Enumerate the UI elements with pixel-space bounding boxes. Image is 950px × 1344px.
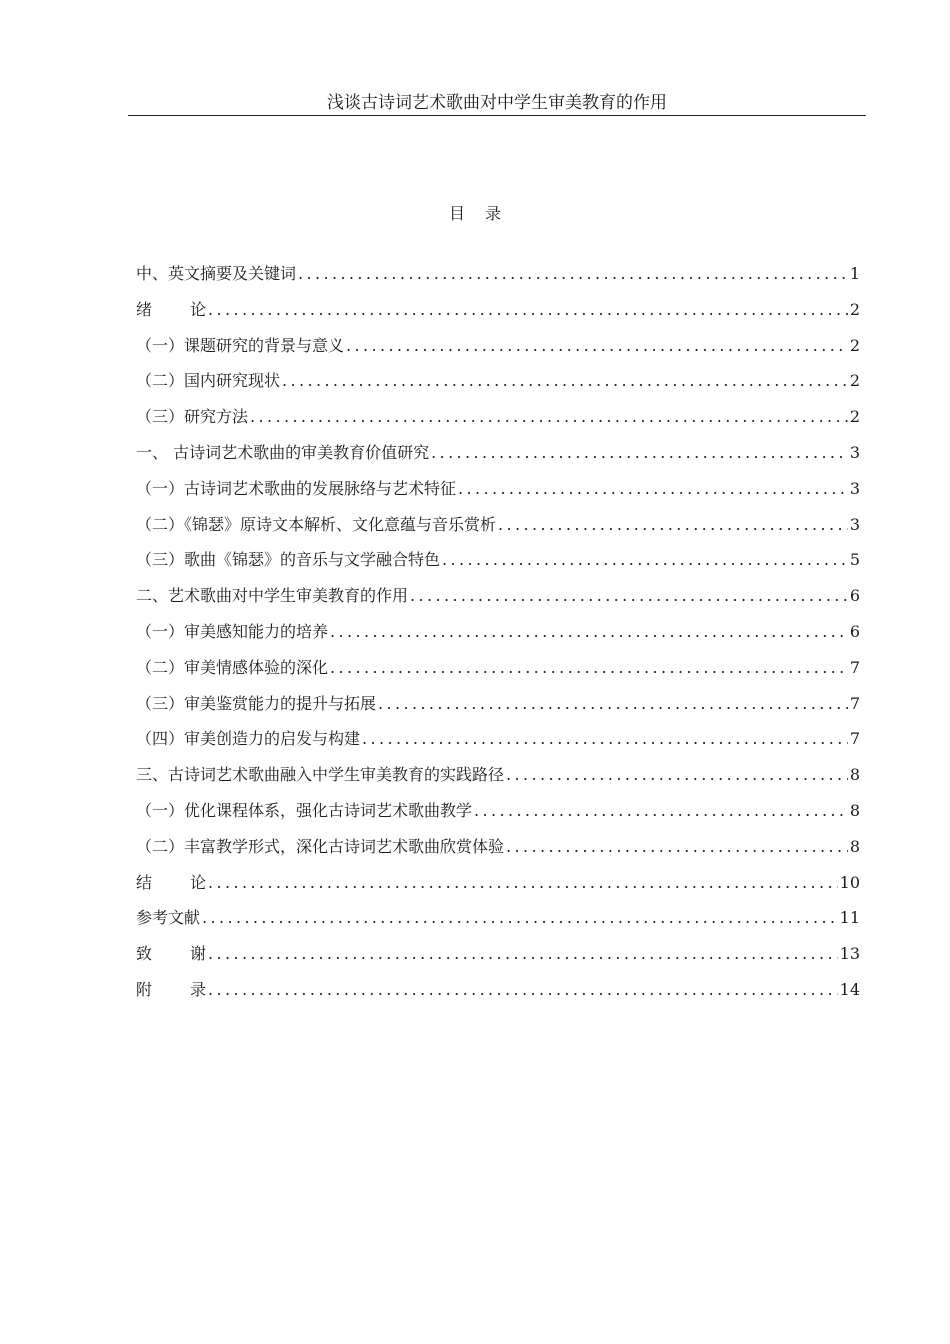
toc-dot-leader	[346, 334, 848, 358]
toc-dot-leader	[442, 548, 848, 572]
header-divider	[128, 115, 866, 116]
toc-entry-label: 中、英文摘要及关键词	[136, 264, 297, 283]
toc-entry[interactable]	[136, 727, 860, 763]
toc-entry[interactable]	[136, 942, 860, 978]
toc-dot-leader	[208, 942, 838, 966]
toc-entry[interactable]	[136, 871, 860, 907]
toc-entry-page-number: 10	[839, 872, 860, 892]
toc-entry-page-number: 11	[839, 908, 860, 928]
toc-entry-label: 二、艺术歌曲对中学生审美教育的作用	[136, 586, 409, 606]
toc-entry-label: （一）课题研究的背景与意义	[136, 335, 345, 355]
running-header-title: 浅谈古诗词艺术歌曲对中学生审美教育的作用	[327, 93, 667, 113]
toc-entry[interactable]	[136, 369, 860, 405]
toc-dot-leader	[498, 513, 848, 537]
toc-entry-label: （二）审美情感体验的深化	[136, 657, 329, 677]
toc-entry-page-number: 3	[849, 442, 860, 462]
toc-entry-label: 致谢	[136, 944, 245, 964]
toc-entry[interactable]	[136, 835, 860, 871]
toc-entry-page-number: 7	[849, 729, 860, 749]
toc-entry-label: （一）古诗词艺术歌曲的发展脉络与艺术特征	[136, 478, 457, 498]
toc-entry[interactable]	[136, 298, 860, 334]
table-of-contents	[136, 262, 860, 1014]
toc-entry-page-number: 8	[849, 765, 860, 785]
toc-entry-label: （三）审美鉴赏能力的提升与拓展	[136, 693, 377, 713]
toc-entry-page-number: 6	[849, 621, 860, 641]
toc-entry[interactable]	[136, 548, 860, 584]
toc-entry-page-number: 7	[849, 657, 860, 677]
toc-entry-page-number: 2	[849, 407, 860, 427]
toc-title: 目录	[448, 204, 521, 223]
toc-entry-page-number: 7	[849, 693, 860, 713]
toc-entry-page-number: 3	[849, 514, 860, 534]
toc-dot-leader	[282, 369, 848, 393]
toc-entry[interactable]	[136, 692, 860, 728]
toc-entry[interactable]	[136, 334, 860, 370]
toc-dot-leader	[506, 763, 848, 787]
toc-entry[interactable]	[136, 262, 860, 298]
toc-entry-label: （二）国内研究现状	[136, 371, 281, 391]
toc-dot-leader	[330, 656, 848, 680]
toc-entry-label: 结论	[136, 872, 245, 892]
toc-entry-label: （一）审美感知能力的培养	[136, 621, 329, 641]
toc-entry-page-number: 2	[849, 371, 860, 391]
toc-entry[interactable]	[136, 620, 860, 656]
toc-dot-leader	[458, 477, 848, 501]
toc-dot-leader	[378, 692, 848, 716]
toc-dot-leader	[362, 727, 848, 751]
toc-entry[interactable]	[136, 477, 860, 513]
toc-entry-label: （二）丰富教学形式，深化古诗词艺术歌曲欣赏体验	[136, 836, 505, 856]
toc-dot-leader	[474, 799, 848, 823]
toc-entry-label: 一、 古诗词艺术歌曲的审美教育价值研究	[136, 442, 430, 462]
toc-entry[interactable]	[136, 405, 860, 441]
toc-entry-label: （一）优化课程体系，强化古诗词艺术歌曲教学	[136, 800, 473, 820]
toc-entry-page-number: 8	[849, 836, 860, 856]
toc-entry-label: （四）审美创造力的启发与构建	[136, 729, 361, 749]
toc-dot-leader	[208, 871, 838, 895]
toc-dot-leader	[250, 405, 848, 429]
toc-dot-leader	[506, 835, 848, 859]
toc-dot-leader	[202, 906, 838, 930]
toc-dot-leader	[208, 978, 838, 1002]
toc-entry-page-number: 14	[839, 979, 860, 999]
toc-entry-page-number: 1	[849, 264, 860, 283]
toc-entry-page-number: 6	[849, 586, 860, 606]
toc-dot-leader	[330, 620, 848, 644]
toc-entry-page-number: 13	[839, 944, 860, 964]
toc-entry-label: 绪论	[136, 299, 245, 319]
toc-entry-page-number: 5	[849, 550, 860, 570]
toc-dot-leader	[431, 441, 848, 465]
toc-entry[interactable]	[136, 763, 860, 799]
toc-entry[interactable]	[136, 441, 860, 477]
toc-entry-label: （三）歌曲《锦瑟》的音乐与文学融合特色	[136, 550, 441, 570]
toc-dot-leader	[298, 262, 848, 286]
toc-entry[interactable]	[136, 656, 860, 692]
toc-entry[interactable]	[136, 906, 860, 942]
toc-dot-leader	[410, 584, 848, 608]
toc-entry-label: 附录	[136, 979, 245, 999]
toc-entry-label: 三、古诗词艺术歌曲融入中学生审美教育的实践路径	[136, 765, 505, 785]
toc-entry-label: 参考文献	[136, 908, 201, 928]
toc-entry[interactable]	[136, 978, 860, 1014]
toc-entry[interactable]	[136, 584, 860, 620]
toc-entry[interactable]	[136, 799, 860, 835]
toc-entry-page-number: 3	[849, 478, 860, 498]
toc-entry-page-number: 2	[849, 299, 860, 319]
toc-entry[interactable]	[136, 513, 860, 549]
toc-entry-page-number: 8	[849, 800, 860, 820]
toc-dot-leader	[208, 298, 848, 322]
toc-entry-page-number: 2	[849, 335, 860, 355]
toc-entry-label: （二）《锦瑟》原诗文本解析、文化意蕴与音乐赏析	[136, 514, 497, 534]
toc-entry-label: （三）研究方法	[136, 407, 249, 427]
